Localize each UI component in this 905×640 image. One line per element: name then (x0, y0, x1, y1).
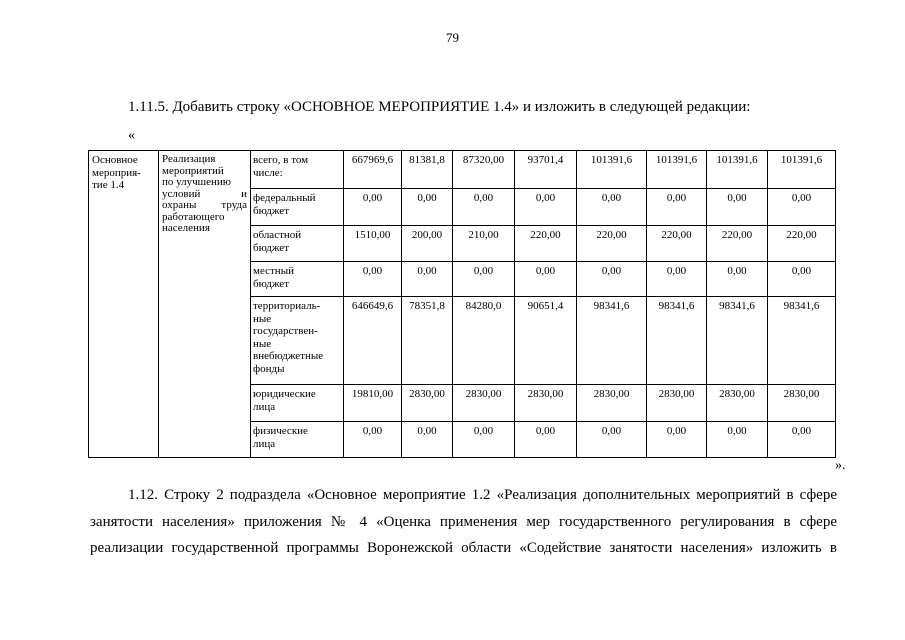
funding-table (88, 150, 836, 458)
value-cell: 0,00 (647, 422, 707, 458)
value-cell: 0,00 (453, 262, 515, 297)
value-cell: 0,00 (768, 189, 836, 226)
funding-source-cell: местный бюджет (251, 262, 344, 297)
value-cell: 0,00 (768, 262, 836, 297)
value-cell: 2830,00 (647, 385, 707, 422)
value-cell: 0,00 (577, 422, 647, 458)
value-cell: 0,00 (515, 262, 577, 297)
value-cell: 200,00 (402, 226, 453, 262)
value-cell: 98341,6 (707, 297, 768, 385)
value-cell: 0,00 (402, 262, 453, 297)
page-number: 79 (446, 30, 459, 45)
value-cell: 210,00 (453, 226, 515, 262)
table-row (89, 151, 836, 189)
value-cell: 0,00 (402, 422, 453, 458)
paragraph-line: реализации государственной программы Воронежской области «Содействие занятости населения» изложить в (90, 540, 837, 556)
value-cell: 2830,00 (515, 385, 577, 422)
value-cell: 0,00 (515, 422, 577, 458)
value-cell: 0,00 (577, 262, 647, 297)
implementation-cell: Реализация мероприятий по улучшению условий и охраны труда работающего населения (159, 151, 251, 458)
value-cell: 0,00 (707, 422, 768, 458)
value-cell: 90651,4 (515, 297, 577, 385)
value-cell: 98341,6 (577, 297, 647, 385)
value-cell: 0,00 (344, 189, 402, 226)
funding-source-cell: федеральный бюджет (251, 189, 344, 226)
value-cell: 0,00 (647, 262, 707, 297)
value-cell: 220,00 (515, 226, 577, 262)
funding-source-cell: юридические лица (251, 385, 344, 422)
funding-source-cell: областной бюджет (251, 226, 344, 262)
value-cell: 93701,4 (515, 151, 577, 189)
value-cell: 0,00 (577, 189, 647, 226)
value-cell: 87320,00 (453, 151, 515, 189)
value-cell: 19810,00 (344, 385, 402, 422)
paragraph-line: 1.12. Строку 2 подраздела «Основное мероприятие 1.2 «Реализация дополнительных мероприятий в сфере (128, 487, 837, 503)
value-cell: 78351,8 (402, 297, 453, 385)
value-cell: 84280,0 (453, 297, 515, 385)
opening-quote-mark: « (128, 128, 135, 143)
value-cell: 2830,00 (707, 385, 768, 422)
value-cell: 1510,00 (344, 226, 402, 262)
value-cell: 2830,00 (453, 385, 515, 422)
value-cell: 220,00 (707, 226, 768, 262)
value-cell: 220,00 (647, 226, 707, 262)
value-cell: 0,00 (515, 189, 577, 226)
funding-source-cell: всего, в том числе: (251, 151, 344, 189)
value-cell: 0,00 (707, 189, 768, 226)
value-cell: 98341,6 (647, 297, 707, 385)
value-cell: 0,00 (707, 262, 768, 297)
value-cell: 101391,6 (768, 151, 836, 189)
value-cell: 2830,00 (577, 385, 647, 422)
value-cell: 2830,00 (402, 385, 453, 422)
value-cell: 101391,6 (577, 151, 647, 189)
value-cell: 101391,6 (707, 151, 768, 189)
value-cell: 0,00 (453, 189, 515, 226)
value-cell: 667969,6 (344, 151, 402, 189)
value-cell: 0,00 (453, 422, 515, 458)
value-cell: 0,00 (647, 189, 707, 226)
value-cell: 98341,6 (768, 297, 836, 385)
value-cell: 0,00 (344, 422, 402, 458)
funding-source-cell: физические лица (251, 422, 344, 458)
value-cell: 646649,6 (344, 297, 402, 385)
value-cell: 220,00 (768, 226, 836, 262)
funding-source-cell: территориаль- ные государствен- ные внебюджетные фонды (251, 297, 344, 385)
measure-cell: Основное мероприя- тие 1.4 (89, 151, 159, 458)
value-cell: 81381,8 (402, 151, 453, 189)
value-cell: 0,00 (344, 262, 402, 297)
value-cell: 2830,00 (768, 385, 836, 422)
intro-line: 1.11.5. Добавить строку «ОСНОВНОЕ МЕРОПРИЯТИЕ 1.4» и изложить в следующей редакции: (128, 99, 751, 115)
closing-quote-mark: ». (835, 458, 846, 473)
value-cell: 101391,6 (647, 151, 707, 189)
value-cell: 0,00 (402, 189, 453, 226)
value-cell: 0,00 (768, 422, 836, 458)
paragraph-line: занятости населения» приложения № 4 «Оценка применения мер государственного регулирования в сфере (90, 514, 837, 530)
value-cell: 220,00 (577, 226, 647, 262)
